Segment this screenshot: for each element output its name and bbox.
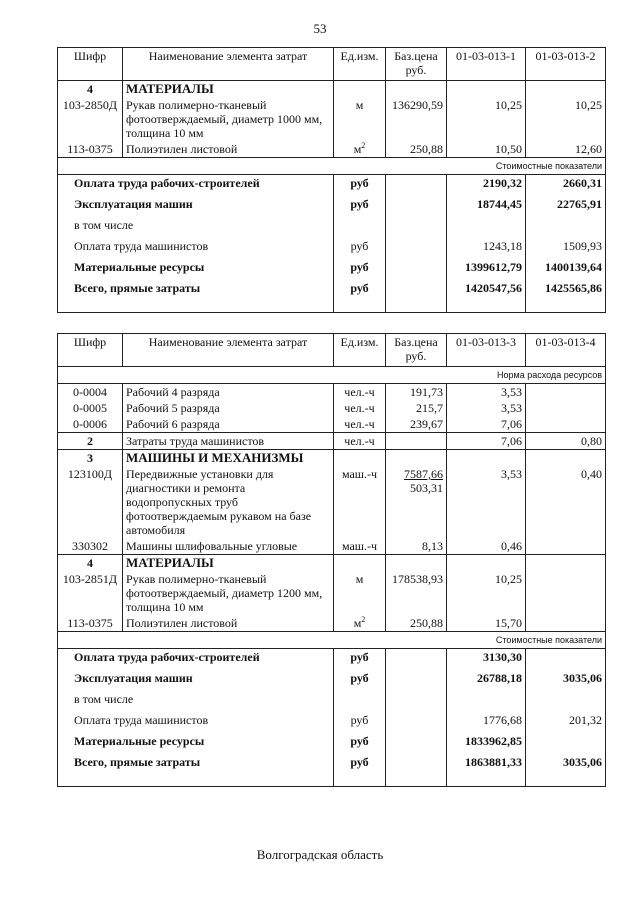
table-row: 0-0005 Рабочий 5 разряда чел.-ч 215,7 3,53 bbox=[58, 400, 606, 416]
col-code-header: Шифр bbox=[58, 334, 123, 367]
section-number: 4 bbox=[58, 81, 123, 98]
table-row: 330302 Машины шлифовальные угловые маш.-ч 8,13 0,46 bbox=[58, 538, 606, 555]
col-1-header: 01-03-013-1 bbox=[447, 48, 526, 81]
section-row: 4 МАТЕРИАЛЫ bbox=[58, 555, 606, 572]
col-2-header: 01-03-013-2 bbox=[526, 48, 606, 81]
row-code: 103-2850Д bbox=[58, 97, 123, 141]
summary-row: Оплата труда машинистов руб 1243,18 1509,93 bbox=[58, 238, 606, 259]
row-value-2: 12,60 bbox=[526, 141, 606, 158]
cost-table-1 bbox=[57, 47, 606, 313]
summary-row: Оплата труда рабочих-строителей руб 2190,32 2660,31 bbox=[58, 175, 606, 197]
section-title: МАТЕРИАЛЫ bbox=[123, 81, 334, 98]
table-row bbox=[58, 97, 606, 141]
summary-row: Оплата труда машинистов руб 1776,68 201,32 bbox=[58, 712, 606, 733]
col-4-header: 01-03-013-4 bbox=[526, 334, 606, 367]
table-row: 0-0006 Рабочий 6 разряда чел.-ч 239,67 7,06 bbox=[58, 416, 606, 433]
row-price: 136290,59 bbox=[386, 97, 447, 141]
table-row: 113-0375 Полиэтилен листовой $м^2$ 250,88 15,70 bbox=[58, 615, 606, 632]
resource-norm-subheader: Норма расхода ресурсов bbox=[58, 367, 606, 384]
summary-row: в том числе bbox=[58, 691, 606, 712]
row-price: 250,88 bbox=[386, 141, 447, 158]
summary-row: в том числе bbox=[58, 217, 606, 238]
summary-row: Всего, прямые затраты руб 1420547,56 1425565,86 bbox=[58, 280, 606, 313]
summary-row: Эксплуатация машин руб 18744,45 22765,91 bbox=[58, 196, 606, 217]
row-name: Рукав полимерно-тканевый фотоотверждаемый, диаметр 1000 мм, толщина 10 мм bbox=[123, 97, 334, 141]
cost-indicators-subheader: Стоимостные показатели bbox=[58, 158, 606, 175]
summary-row: Эксплуатация машин руб 26788,18 3035,06 bbox=[58, 670, 606, 691]
col-unit-header: Ед.изм. bbox=[334, 48, 386, 81]
cost-table-2 bbox=[57, 333, 606, 787]
col-price-header: Баз.цена руб. bbox=[386, 48, 447, 81]
table-row: 123100Д Передвижные установки для диагностики и ремонта водопропускных труб фотоотверждаемым рукавом на базе автомобиля маш.-ч 7587,66 503,31 3,53 0,40 bbox=[58, 466, 606, 538]
summary-row: Материальные ресурсы руб 1399612,79 1400139,64 bbox=[58, 259, 606, 280]
table-header bbox=[58, 48, 606, 81]
section-row: 3 МАШИНЫ И МЕХАНИЗМЫ bbox=[58, 450, 606, 467]
col-name-header: Наименование элемента затрат bbox=[123, 334, 334, 367]
col-3-header: 01-03-013-3 bbox=[447, 334, 526, 367]
summary-row: Оплата труда рабочих-строителей руб 3130,30 bbox=[58, 649, 606, 671]
col-price-header: Баз.цена руб. bbox=[386, 334, 447, 367]
row-value-2: 10,25 bbox=[526, 97, 606, 141]
summary-row: Материальные ресурсы руб 1833962,85 bbox=[58, 733, 606, 754]
row-code: 113-0375 bbox=[58, 141, 123, 158]
row-name: Полиэтилен листовой bbox=[123, 141, 334, 158]
table-header bbox=[58, 334, 606, 367]
row-unit: $м^2$ bbox=[334, 141, 386, 158]
col-unit-header: Ед.изм. bbox=[334, 334, 386, 367]
cost-indicators-subheader: Стоимостные показатели bbox=[58, 632, 606, 649]
summary-row: Всего, прямые затраты руб 1863881,33 3035,06 bbox=[58, 754, 606, 787]
row-value-1: 10,50 bbox=[447, 141, 526, 158]
col-name-header: Наименование элемента затрат bbox=[123, 48, 334, 81]
row-value-1: 10,25 bbox=[447, 97, 526, 141]
table-row bbox=[58, 141, 606, 158]
table-row: 0-0004 Рабочий 4 разряда чел.-ч 191,73 3,53 bbox=[58, 384, 606, 401]
table-row: 103-2851Д Рукав полимерно-тканевый фотоотверждаемый, диаметр 1200 мм, толщина 10 мм м 178538,93 10,25 bbox=[58, 571, 606, 615]
row-unit: м bbox=[334, 97, 386, 141]
col-code-header: Шифр bbox=[58, 48, 123, 81]
section-row bbox=[58, 81, 606, 98]
table-row: 2 Затраты труда машинистов чел.-ч 7,06 0,80 bbox=[58, 433, 606, 450]
page-number: 53 bbox=[313, 21, 327, 36]
region-footer: Волгоградская область bbox=[256, 847, 384, 862]
